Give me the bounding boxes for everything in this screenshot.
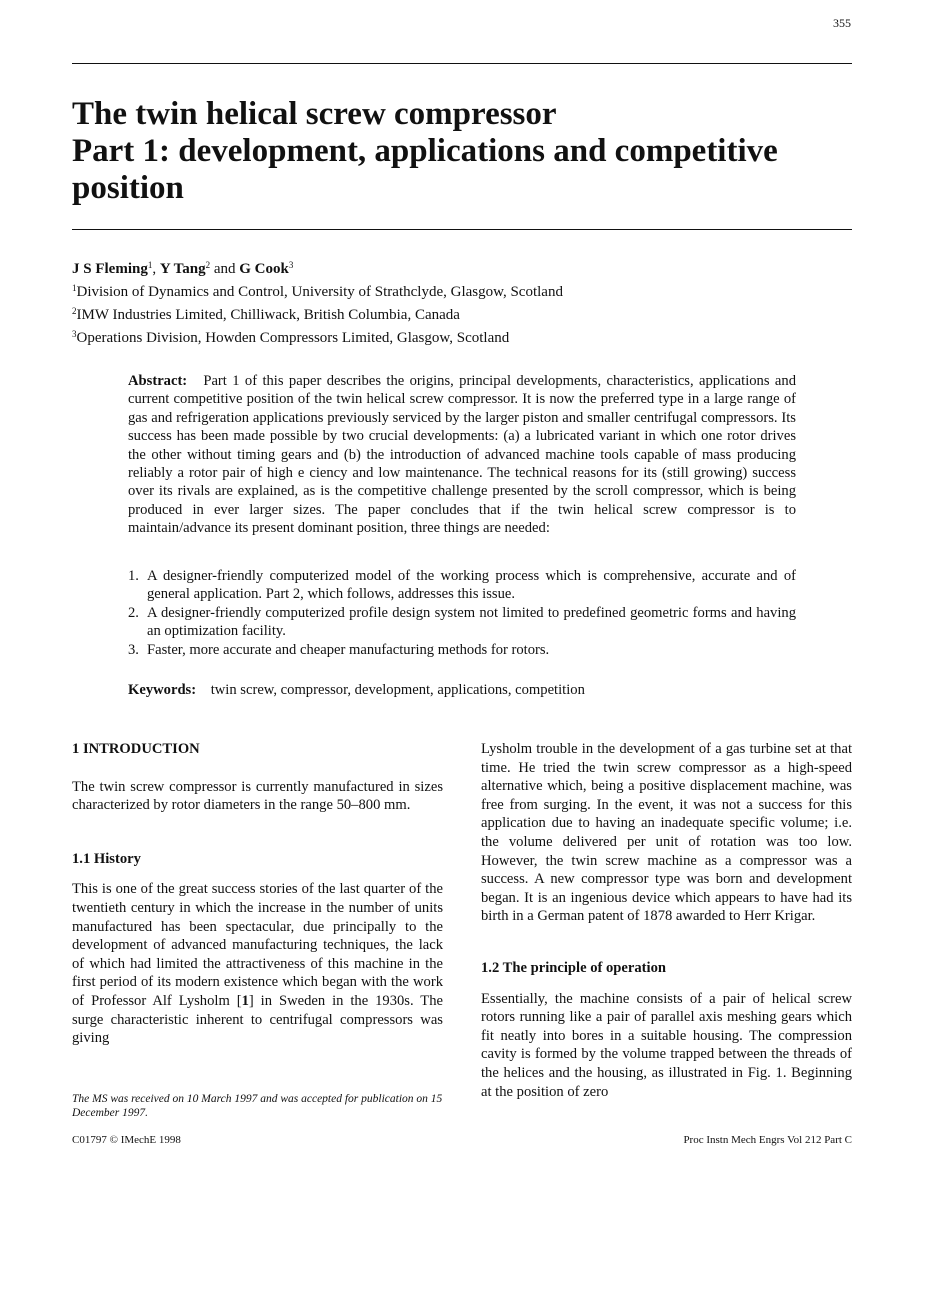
top-rule — [72, 63, 852, 64]
footer-copyright: C01797 © IMechE 1998 — [72, 1134, 181, 1146]
abstract — [128, 372, 796, 538]
abstract-label: Abstract: — [128, 373, 188, 389]
list-item — [128, 567, 796, 604]
author-sup: 2 — [205, 260, 211, 270]
citation-ref: 1 — [241, 992, 249, 1009]
abstract-text: Part 1 of this paper describes the origins, principal developments, characteristics, applications and current competitive position of the twin helical screw compressor. It is now the preferred type in a large range of gas and refrigeration applications previously serviced by the larger piston and smaller centrifugal compressors. Its success has been made possible by two crucial developments: (a) a lubricated variant in which one rotor drives the other without timing gears and (b) the introduction of advanced machine tools capable of mass producing reliably a rotor pair of high e ciency and low maintenance. The technical reasons for its (still growing) success over its rivals are explained, as is the competitive challenge presented by the scroll compressor, which is being produced in ever larger sizes. The paper concludes that if the twin helical screw compressor is to maintain/advance its present dominant position, three things are needed: — [128, 373, 796, 537]
author-separator: , — [152, 261, 160, 277]
list-number: 2. — [128, 604, 139, 621]
history-text: This is one of the great success stories of the last quarter of the twentieth century in which the increase in the number of units manufactured has been spectacular, due principally to the development of advanced manufacturing techniques, the lack of which had limited the attractiveness of this machine in the first period of its modern existence which began with the work of Professor Alf Lysholm [ — [72, 881, 443, 1009]
paper-title — [72, 96, 852, 207]
footer-journal: Proc Instn Mech Engrs Vol 212 Part C — [683, 1134, 852, 1146]
list-item — [128, 604, 796, 641]
title-rule — [72, 229, 852, 230]
keywords-label: Keywords: — [128, 682, 197, 698]
list-item — [128, 641, 796, 659]
intro-paragraph: The twin screw compressor is currently manufactured in sizes characterized by rotor diameters in the range 50–800 mm. — [72, 778, 443, 814]
author-separator: and — [210, 261, 240, 277]
list-text: Faster, more accurate and cheaper manufacturing methods for rotors. — [147, 641, 550, 658]
list-text: A designer-friendly computerized profile design system not limited to predefined geometric forms and having an optimization facility. — [147, 604, 796, 640]
lysholm-paragraph: Lysholm trouble in the development of a gas turbine set at that time. He tried the twin screw compressor as a high-speed alternative which, being a positive displacement machine, was free from surging. In the event, it was not a success for this application due to having an inadequate specific volume; i.e. the volume delivered per unit of rotation was too low. However, the twin screw machine as a compressor was a success. A new compressor type was born and development began. It is an ingenious device which appears to have had its birth in a German patent of 1878 awarded to Herr Krigar. — [481, 741, 852, 925]
subsection-heading: 1.2 The principle of operation — [481, 959, 666, 976]
history-text-cont: ] in Sweden in the 1930s. The surge characteristic inherent to centrifugal compressors was giving — [72, 992, 443, 1047]
affiliation-text: Operations Division, Howden Compressors Limited, Glasgow, Scotland — [76, 330, 510, 346]
page-number: 355 — [833, 16, 851, 30]
affiliation — [72, 302, 563, 325]
author-name: G Cook — [239, 261, 289, 277]
affiliation-sup: 1 — [72, 283, 77, 293]
operation-paragraph: Essentially, the machine consists of a pair of helical screw rotors running like a pair of parallel axis meshing gears which fit neatly into bores in a suitable housing. The compression cavity is formed by the volume trapped between the threads of the helices and the housing, as illustrated in Fig. 1. Beginning at the position of zero — [481, 990, 852, 1100]
affiliation — [72, 325, 563, 348]
author-line — [72, 256, 563, 279]
title-line-3: position — [72, 170, 184, 206]
history-paragraph — [72, 880, 443, 1047]
right-column — [481, 740, 852, 1101]
list-number: 3. — [128, 641, 139, 658]
keywords — [128, 682, 585, 699]
title-line-2: Part 1: development, applications and competitive — [72, 133, 778, 169]
list-text: A designer-friendly computerized model of the working process which is comprehensive, accurate and of general application. Part 2, which follows, addresses this issue. — [147, 568, 796, 603]
list-number: 1. — [128, 568, 139, 584]
affiliation — [72, 279, 563, 302]
affiliation-sup: 3 — [72, 329, 77, 339]
received-footnote: The MS was received on 10 March 1997 and was accepted for publication on 15 December 1997. — [72, 1093, 443, 1119]
subsection-heading: 1.1 History — [72, 850, 141, 867]
keywords-text: twin screw, compressor, development, applications, competition — [210, 682, 585, 698]
author-sup: 3 — [288, 260, 294, 270]
section-heading: 1 INTRODUCTION — [72, 741, 200, 757]
author-name: J S Fleming — [72, 261, 148, 277]
requirements-list — [128, 567, 796, 659]
author-block — [72, 256, 563, 348]
affiliation-text: IMW Industries Limited, Chilliwack, British Columbia, Canada — [76, 307, 460, 323]
author-sup: 1 — [147, 260, 153, 270]
affiliation-text: Division of Dynamics and Control, University of Strathclyde, Glasgow, Scotland — [76, 284, 563, 300]
affiliation-sup: 2 — [72, 306, 77, 316]
left-column — [72, 740, 443, 1048]
author-name: Y Tang — [159, 261, 206, 277]
title-line-1: The twin helical screw compressor — [72, 96, 557, 132]
